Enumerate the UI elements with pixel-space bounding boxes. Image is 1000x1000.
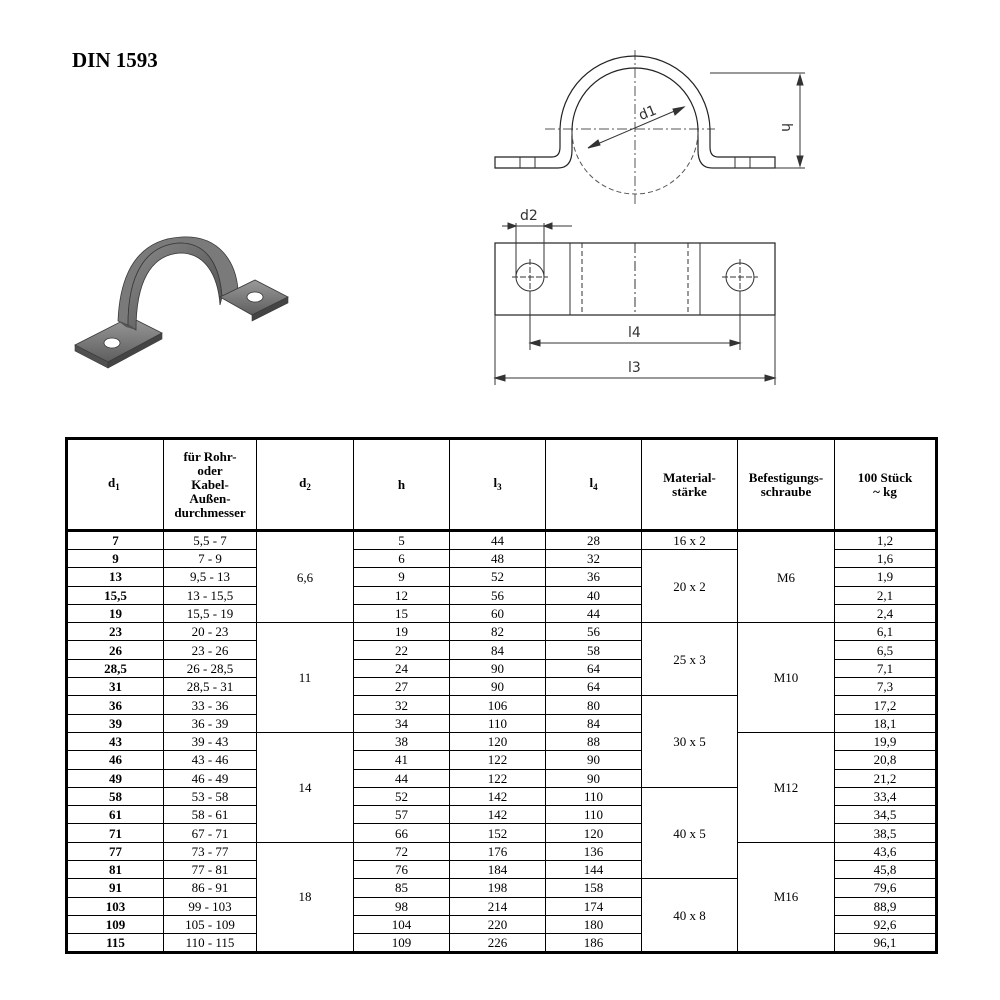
cell-h: 34	[354, 714, 450, 732]
cell-l3: 48	[450, 550, 546, 568]
header-screw: Befestigungs- schraube	[738, 439, 835, 531]
cell-weight: 7,1	[835, 659, 937, 677]
cell-weight: 2,4	[835, 604, 937, 622]
cell-h: 38	[354, 732, 450, 750]
cell-weight: 17,2	[835, 696, 937, 714]
front-view	[495, 50, 805, 205]
cell-l3: 110	[450, 714, 546, 732]
cell-weight: 21,2	[835, 769, 937, 787]
table-header-row	[67, 439, 937, 531]
cell-h: 19	[354, 623, 450, 641]
cell-outer-diameter: 99 - 103	[164, 897, 257, 915]
cell-outer-diameter: 86 - 91	[164, 879, 257, 897]
cell-l3: 90	[450, 678, 546, 696]
cell-h: 22	[354, 641, 450, 659]
cell-d1: 61	[67, 806, 164, 824]
cell-l4: 144	[546, 861, 642, 879]
cell-outer-diameter: 23 - 26	[164, 641, 257, 659]
cell-outer-diameter: 5,5 - 7	[164, 531, 257, 550]
cell-outer-diameter: 28,5 - 31	[164, 678, 257, 696]
l3-label: l3	[628, 360, 641, 376]
cell-l4: 64	[546, 659, 642, 677]
cell-h: 41	[354, 751, 450, 769]
cell-outer-diameter: 53 - 58	[164, 787, 257, 805]
page-title: DIN 1593	[72, 48, 158, 72]
cell-d2: 14	[257, 732, 354, 842]
cell-weight: 88,9	[835, 897, 937, 915]
header-weight: 100 Stück ~ kg	[835, 439, 937, 531]
cell-l4: 58	[546, 641, 642, 659]
cell-l3: 214	[450, 897, 546, 915]
technical-drawing	[490, 45, 810, 390]
cell-l4: 64	[546, 678, 642, 696]
cell-h: 52	[354, 787, 450, 805]
cell-h: 5	[354, 531, 450, 550]
cell-weight: 20,8	[835, 751, 937, 769]
cell-d1: 49	[67, 769, 164, 787]
cell-outer-diameter: 110 - 115	[164, 934, 257, 953]
cell-outer-diameter: 15,5 - 19	[164, 604, 257, 622]
cell-l3: 220	[450, 915, 546, 933]
cell-l3: 44	[450, 531, 546, 550]
cell-d1: 36	[67, 696, 164, 714]
cell-l4: 84	[546, 714, 642, 732]
header-l4: $l_4$	[546, 439, 642, 531]
cell-outer-diameter: 73 - 77	[164, 842, 257, 860]
cell-l4: 120	[546, 824, 642, 842]
cell-l3: 142	[450, 806, 546, 824]
header-material: Material- stärke	[642, 439, 738, 531]
header-d2: $d_2$	[257, 439, 354, 531]
cell-outer-diameter: 7 - 9	[164, 550, 257, 568]
cell-d1: 26	[67, 641, 164, 659]
cell-d1: 31	[67, 678, 164, 696]
cell-d1: 43	[67, 732, 164, 750]
cell-l4: 32	[546, 550, 642, 568]
cell-l3: 198	[450, 879, 546, 897]
cell-outer-diameter: 46 - 49	[164, 769, 257, 787]
cell-d1: 28,5	[67, 659, 164, 677]
clamp-isometric-image	[70, 235, 295, 385]
cell-outer-diameter: 67 - 71	[164, 824, 257, 842]
cell-outer-diameter: 43 - 46	[164, 751, 257, 769]
cell-outer-diameter: 39 - 43	[164, 732, 257, 750]
cell-d2: 11	[257, 623, 354, 733]
header-d1: $d_1$	[67, 439, 164, 531]
cell-h: 98	[354, 897, 450, 915]
cell-l4: 40	[546, 586, 642, 604]
cell-h: 44	[354, 769, 450, 787]
cell-l4: 186	[546, 934, 642, 953]
cell-l4: 28	[546, 531, 642, 550]
cell-l4: 36	[546, 568, 642, 586]
cell-outer-diameter: 9,5 - 13	[164, 568, 257, 586]
cell-material: 20 x 2	[642, 550, 738, 623]
cell-h: 109	[354, 934, 450, 953]
cell-l4: 110	[546, 806, 642, 824]
cell-l3: 184	[450, 861, 546, 879]
cell-d1: 19	[67, 604, 164, 622]
cell-weight: 6,1	[835, 623, 937, 641]
header-l3: $l_3$	[450, 439, 546, 531]
table-row	[67, 842, 937, 860]
cell-weight: 45,8	[835, 861, 937, 879]
cell-outer-diameter: 13 - 15,5	[164, 586, 257, 604]
cell-h: 15	[354, 604, 450, 622]
cell-l4: 80	[546, 696, 642, 714]
cell-weight: 96,1	[835, 934, 937, 953]
cell-weight: 6,5	[835, 641, 937, 659]
cell-screw: M12	[738, 732, 835, 842]
cell-d1: 39	[67, 714, 164, 732]
cell-h: 32	[354, 696, 450, 714]
cell-screw: M16	[738, 842, 835, 952]
cell-d1: 81	[67, 861, 164, 879]
cell-h: 6	[354, 550, 450, 568]
cell-l3: 52	[450, 568, 546, 586]
cell-h: 72	[354, 842, 450, 860]
top-view	[495, 208, 775, 385]
cell-h: 12	[354, 586, 450, 604]
cell-l3: 56	[450, 586, 546, 604]
cell-d1: 13	[67, 568, 164, 586]
cell-d1: 23	[67, 623, 164, 641]
l4-label: l4	[628, 325, 641, 341]
table-body	[67, 531, 937, 953]
cell-d1: 46	[67, 751, 164, 769]
cell-weight: 18,1	[835, 714, 937, 732]
cell-weight: 1,2	[835, 531, 937, 550]
cell-weight: 79,6	[835, 879, 937, 897]
cell-d1: 15,5	[67, 586, 164, 604]
cell-l3: 106	[450, 696, 546, 714]
cell-l3: 122	[450, 769, 546, 787]
cell-outer-diameter: 105 - 109	[164, 915, 257, 933]
cell-weight: 33,4	[835, 787, 937, 805]
h-label: h	[778, 123, 794, 132]
cell-weight: 7,3	[835, 678, 937, 696]
cell-d1: 77	[67, 842, 164, 860]
cell-outer-diameter: 58 - 61	[164, 806, 257, 824]
table-row	[67, 623, 937, 641]
cell-weight: 2,1	[835, 586, 937, 604]
cell-l3: 176	[450, 842, 546, 860]
header-outer-diameter: für Rohr- oder Kabel- Außen- durchmesser	[164, 439, 257, 531]
cell-h: 9	[354, 568, 450, 586]
cell-l3: 152	[450, 824, 546, 842]
cell-l4: 110	[546, 787, 642, 805]
cell-weight: 43,6	[835, 842, 937, 860]
cell-l4: 88	[546, 732, 642, 750]
cell-d1: 58	[67, 787, 164, 805]
cell-l3: 90	[450, 659, 546, 677]
cell-screw: M10	[738, 623, 835, 733]
cell-h: 85	[354, 879, 450, 897]
cell-material: 16 x 2	[642, 531, 738, 550]
cell-l4: 136	[546, 842, 642, 860]
cell-h: 27	[354, 678, 450, 696]
d2-label: d2	[520, 208, 538, 224]
cell-d1: 91	[67, 879, 164, 897]
cell-d1: 109	[67, 915, 164, 933]
cell-h: 57	[354, 806, 450, 824]
cell-l4: 158	[546, 879, 642, 897]
cell-material: 40 x 8	[642, 879, 738, 953]
header-h: h	[354, 439, 450, 531]
cell-screw: M6	[738, 531, 835, 623]
cell-h: 104	[354, 915, 450, 933]
cell-d1: 71	[67, 824, 164, 842]
cell-weight: 1,6	[835, 550, 937, 568]
cell-h: 66	[354, 824, 450, 842]
cell-weight: 1,9	[835, 568, 937, 586]
cell-weight: 92,6	[835, 915, 937, 933]
cell-l3: 82	[450, 623, 546, 641]
cell-outer-diameter: 20 - 23	[164, 623, 257, 641]
cell-l4: 174	[546, 897, 642, 915]
cell-l4: 180	[546, 915, 642, 933]
cell-d1: 115	[67, 934, 164, 953]
cell-l3: 120	[450, 732, 546, 750]
cell-weight: 19,9	[835, 732, 937, 750]
cell-l3: 122	[450, 751, 546, 769]
cell-d1: 103	[67, 897, 164, 915]
cell-outer-diameter: 33 - 36	[164, 696, 257, 714]
cell-outer-diameter: 36 - 39	[164, 714, 257, 732]
cell-outer-diameter: 77 - 81	[164, 861, 257, 879]
cell-d2: 6,6	[257, 531, 354, 623]
cell-l3: 84	[450, 641, 546, 659]
cell-outer-diameter: 26 - 28,5	[164, 659, 257, 677]
cell-material: 40 x 5	[642, 787, 738, 878]
cell-material: 25 x 3	[642, 623, 738, 696]
cell-l4: 56	[546, 623, 642, 641]
d1-label: d1	[636, 102, 659, 125]
table-row	[67, 531, 937, 550]
cell-h: 76	[354, 861, 450, 879]
cell-d2: 18	[257, 842, 354, 952]
cell-h: 24	[354, 659, 450, 677]
table-row	[67, 732, 937, 750]
cell-weight: 38,5	[835, 824, 937, 842]
cell-l4: 90	[546, 769, 642, 787]
cell-weight: 34,5	[835, 806, 937, 824]
specification-table	[65, 437, 938, 954]
cell-l3: 226	[450, 934, 546, 953]
cell-l4: 90	[546, 751, 642, 769]
cell-l4: 44	[546, 604, 642, 622]
cell-l3: 142	[450, 787, 546, 805]
cell-l3: 60	[450, 604, 546, 622]
cell-d1: 9	[67, 550, 164, 568]
cell-material: 30 x 5	[642, 696, 738, 787]
cell-d1: 7	[67, 531, 164, 550]
